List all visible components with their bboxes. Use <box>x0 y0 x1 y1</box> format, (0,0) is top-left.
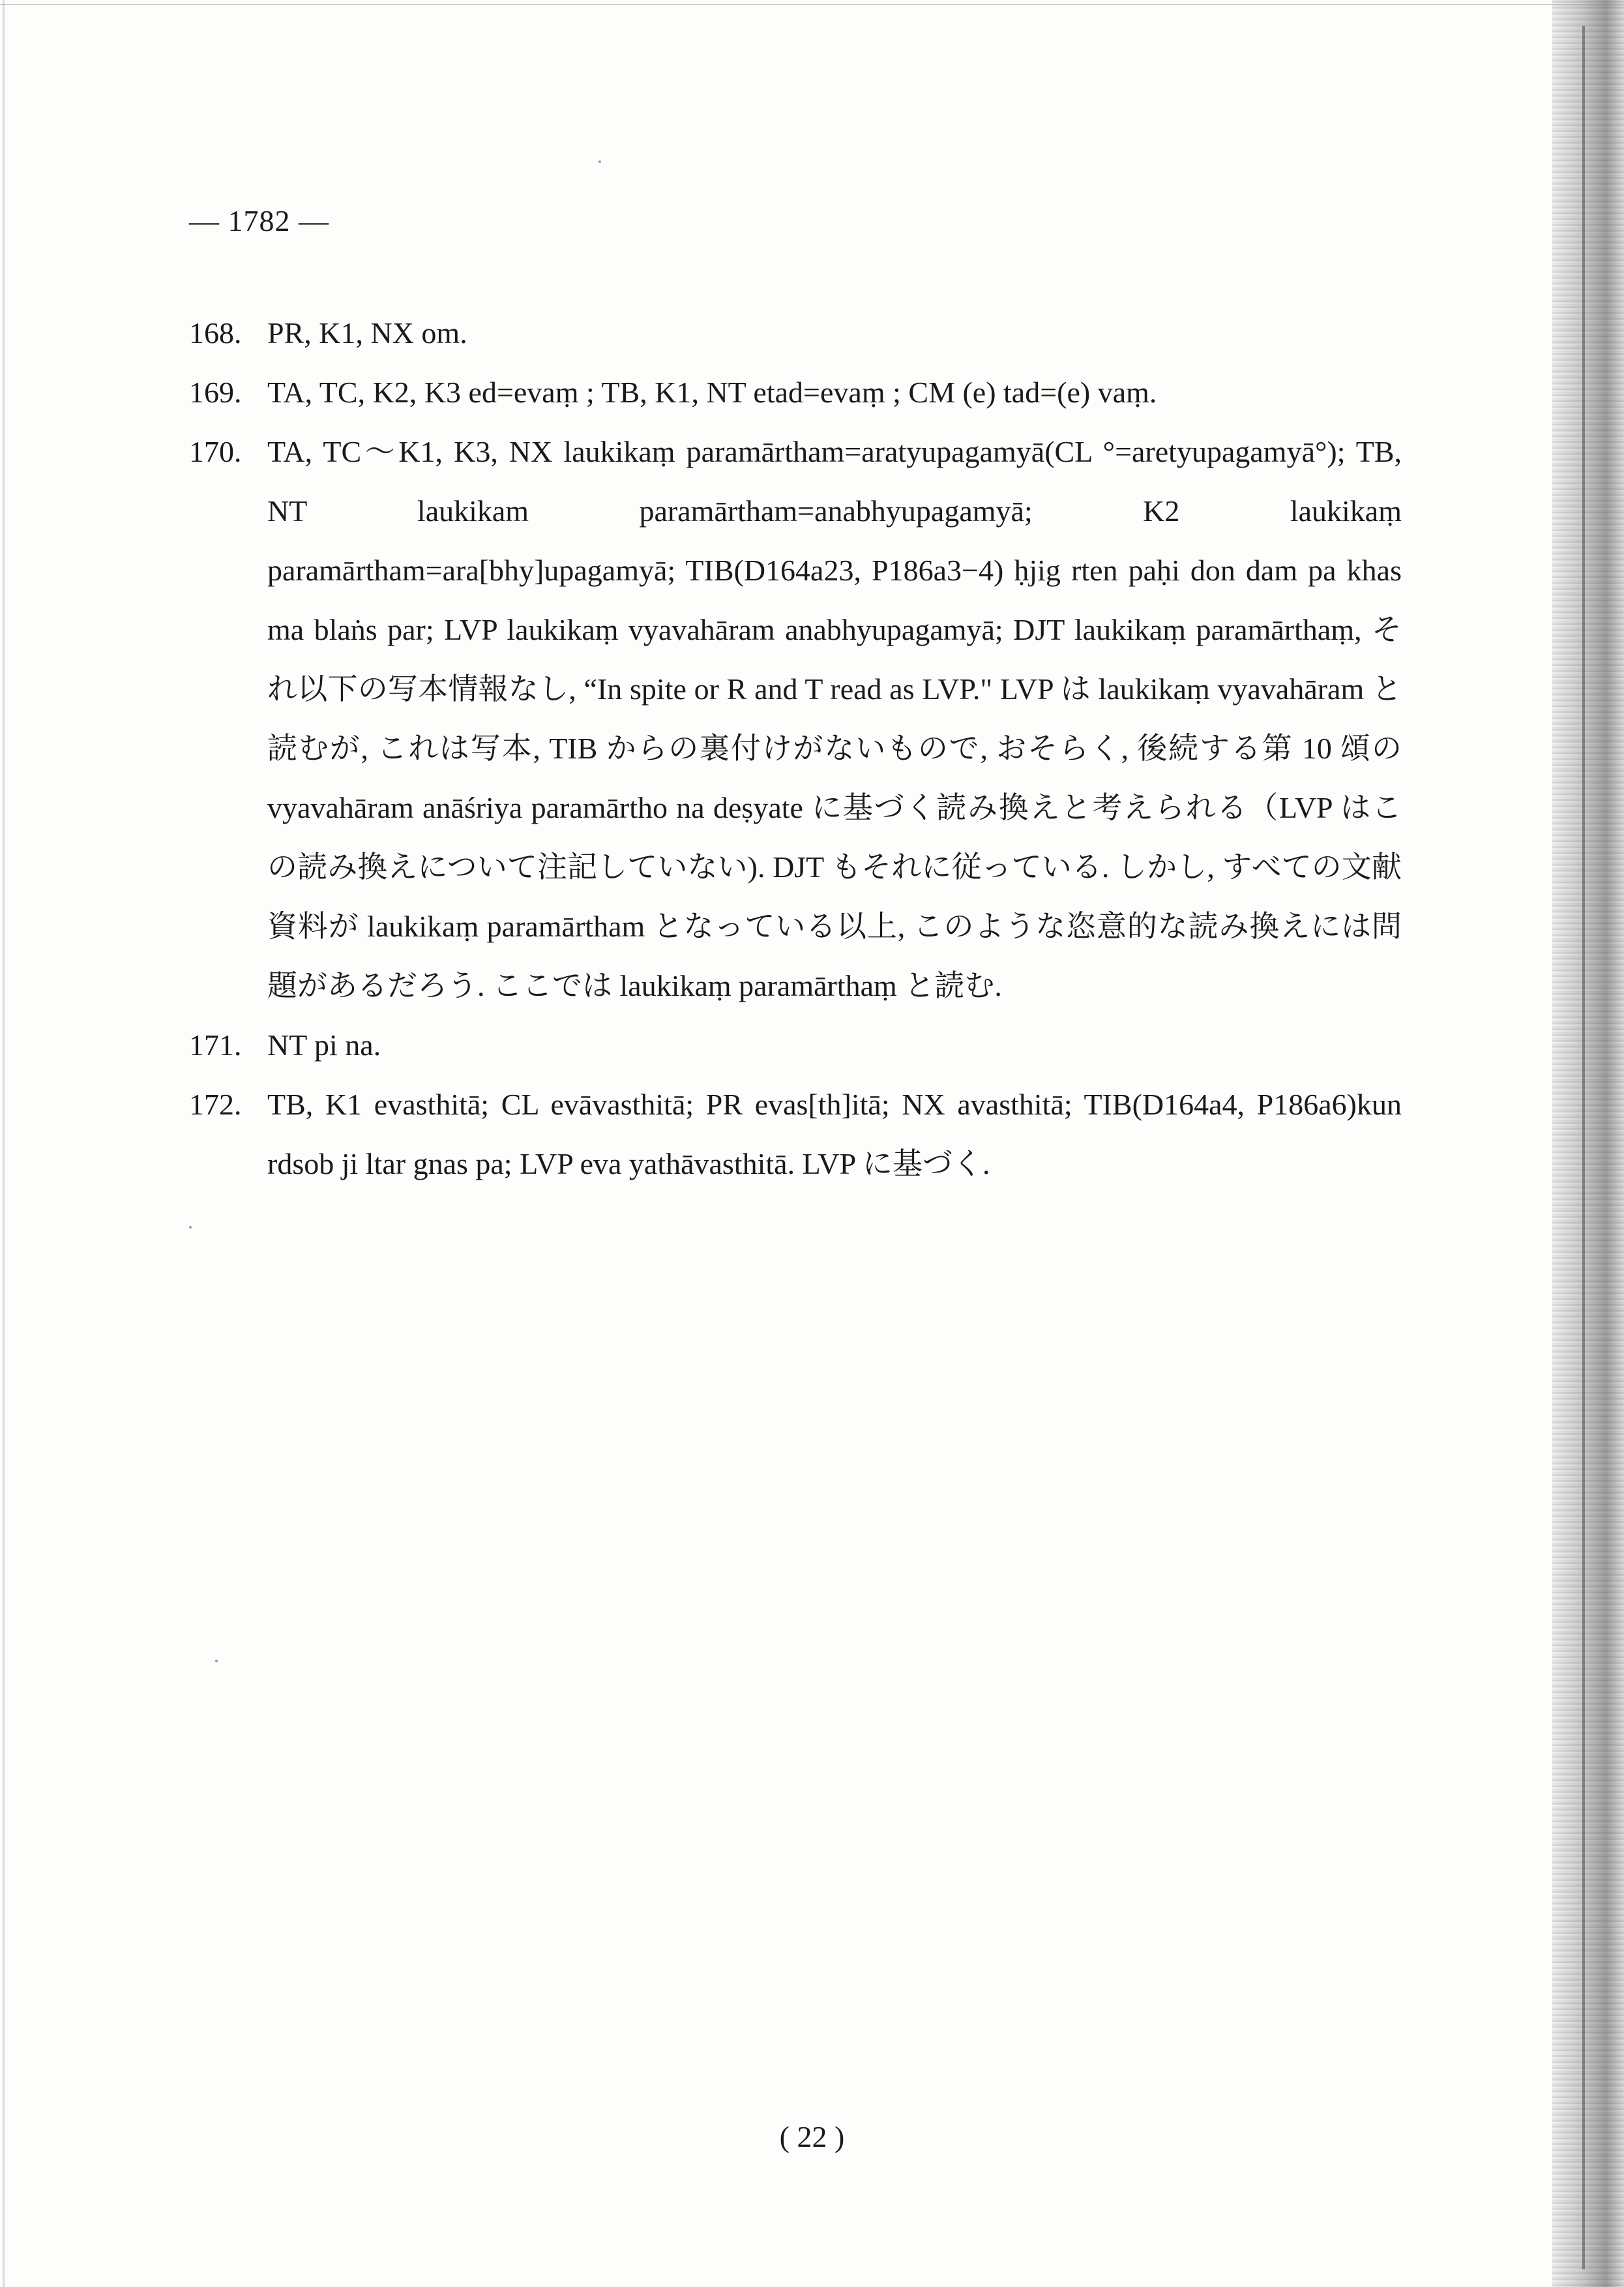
scan-binding-line <box>1582 26 1585 2269</box>
scan-top-edge <box>0 4 1624 5</box>
page-marker: — 1782 — <box>189 204 329 237</box>
footnote <box>189 303 1402 363</box>
footnote <box>189 422 1402 1015</box>
scan-speck <box>189 1226 192 1229</box>
footnote-text: PR, K1, NX om. <box>267 316 467 350</box>
footnote <box>189 1015 1402 1075</box>
scan-left-edge <box>3 0 5 2287</box>
page-number: ( 22 ) <box>779 2120 845 2153</box>
footnote-text: NT pi na. <box>267 1028 381 1062</box>
footnote-text: TB, K1 evasthitā; CL evāvasthitā; PR evas[th]itā; NX avasthitā; TIB(D164a4, P186a6)kun rdsob ji ltar gnas pa; LVP eva yathāvasthitā. LVP に基づく. <box>267 1088 1402 1180</box>
scan-speck <box>215 1660 218 1662</box>
footnote-number: 168. <box>189 316 242 350</box>
footnote-text: TA, TC, K2, K3 ed=evaṃ ; TB, K1, NT etad=evaṃ ; CM (e) tad=(e) vaṃ. <box>267 376 1157 409</box>
footnote-number: 171. <box>189 1028 242 1062</box>
footnote-text: TA, TC〜K1, K3, NX laukikaṃ paramārtham=aratyupagamyā(CL °=aretyupagamyā°); TB, NT laukikam paramārtham=anabhyupagamyā; K2 laukikaṃ paramārtham=ara[bhy]upagamyā; TIB(D164a23, P186a3−4) ḥjig rten paḥi don dam pa khas ma blaṅs par; LVP laukikaṃ vyavahāram anabhyupagamyā; DJT laukikaṃ paramārthaṃ, それ以下の写本情報なし, “In spite or R and T read as LVP." LVP は laukikaṃ vyavahāram と読むが, これは写本, TIB からの裏付けがないもので, おそらく, 後続する第 10 頌の vyavahāram anāśriya paramārtho na deṣyate に基づく読み換えと考えられる（LVP はこの読み換えについて注記していない). DJT もそれに従っている. しかし, すべての文献資料が laukikaṃ paramārtham となっている以上, このような恣意的な読み換えには問題があるだろう. ここでは laukikaṃ paramārthaṃ と読む. <box>267 435 1402 1002</box>
footnote <box>189 363 1402 422</box>
scan-speck <box>598 160 601 163</box>
footnote-number: 169. <box>189 376 242 409</box>
footnotes-list <box>189 303 1402 1193</box>
footnote <box>189 1075 1402 1193</box>
footnote-number: 172. <box>189 1088 242 1121</box>
footnote-number: 170. <box>189 435 242 468</box>
scan-binding-shadow <box>1552 0 1624 2287</box>
